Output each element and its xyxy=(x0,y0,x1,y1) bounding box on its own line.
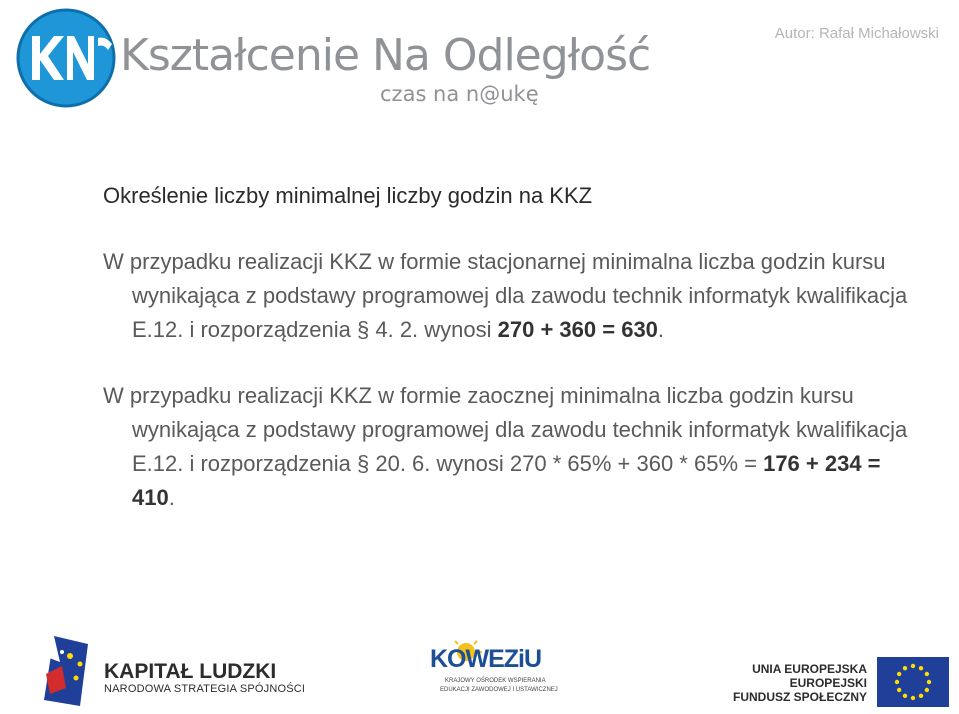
brand-subtitle: czas na n@ukę xyxy=(380,82,539,106)
ue-text-block xyxy=(733,662,867,704)
author-label: Autor: Rafał Michałowski xyxy=(774,25,939,42)
paragraph-extramural-result: 176 + 234 = 410 xyxy=(132,451,881,511)
paragraph-stationary-result: 270 + 360 = 630 xyxy=(497,317,658,343)
eu-star-icon xyxy=(903,694,907,698)
eu-flag-icon xyxy=(877,657,949,707)
eu-star-icon xyxy=(925,672,929,676)
eu-star-icon xyxy=(911,696,915,700)
paragraph-extramural xyxy=(103,379,923,515)
eu-star-icon xyxy=(925,688,929,692)
eu-star-icon xyxy=(897,672,901,676)
eu-star-icon xyxy=(927,680,931,684)
kowezu-line2: EDUKACJI ZAWODOWEJ I USTAWICZNEJ xyxy=(440,687,558,693)
paragraph-stationary-end: . xyxy=(657,317,665,343)
kowezu-name: KOWEZiU xyxy=(430,645,542,673)
paragraph-stationary xyxy=(103,245,923,347)
paragraph-extramural-text: W przypadku realizacji KKZ w formie zaocznej minimalna liczba godzin kursu wynikająca z podstawy programowej dla zawodu technik informatyk kwalifikacja E.12. i rozporządzenia § 20. 6. wynosi 270 * 65% + 360 * 65% = xyxy=(103,383,908,477)
kowezu-line1: KRAJOWY OŚRODEK WSPIERANIA xyxy=(445,678,546,684)
paragraph-stationary-text: W przypadku realizacji KKZ w formie stacjonarnej minimalna liczba godzin kursu wynikająca z podstawy programowej dla zawodu technik informatyk kwalifikacja E.12. i rozporządzenia § 4. 2. wynosi xyxy=(103,249,908,343)
eu-star-icon xyxy=(897,688,901,692)
eu-star-icon xyxy=(911,664,915,668)
eu-star-icon xyxy=(895,680,899,684)
main-content xyxy=(103,183,923,515)
kapital-ludzki-subtitle: NARODOWA STRATEGIA SPÓJNOŚCI xyxy=(104,683,306,695)
kapital-ludzki-logo-icon xyxy=(40,630,92,706)
kapital-ludzki-title: KAPITAŁ LUDZKI xyxy=(104,660,277,683)
knc-logo-icon xyxy=(12,8,120,108)
ue-line2: EUROPEJSKI xyxy=(789,676,867,690)
brand-title: Kształcenie Na Odległość xyxy=(120,30,651,81)
eu-star-icon xyxy=(903,666,907,670)
ue-line1: UNIA EUROPEJSKA xyxy=(752,662,867,676)
ue-line3: FUNDUSZ SPOŁECZNY xyxy=(732,690,867,704)
paragraph-extramural-end: . xyxy=(168,485,175,511)
page-heading: Określenie liczby minimalnej liczby godzin na KKZ xyxy=(103,183,593,208)
eu-star-icon xyxy=(919,666,923,670)
eu-star-icon xyxy=(919,694,923,698)
